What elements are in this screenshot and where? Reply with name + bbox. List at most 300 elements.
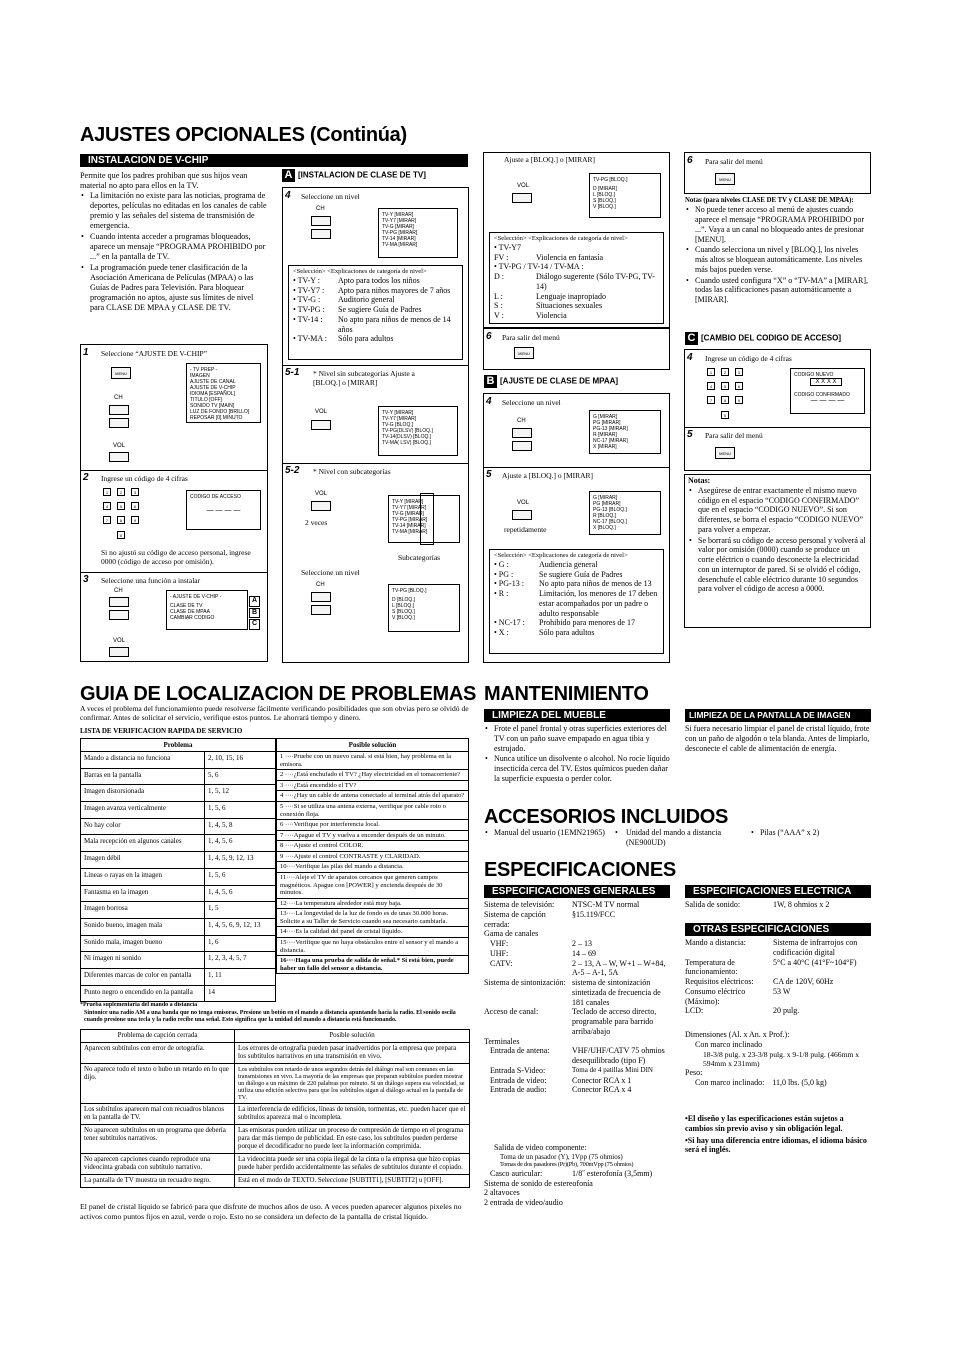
- ch-up-button[interactable]: [109, 597, 129, 607]
- problem-cell: Sonido mala, imagen bueno: [81, 935, 205, 952]
- spec-note1: •El diseño y las especificaciones están sujetos a cambios sin previo aviso y sin obligación legal.: [685, 1114, 844, 1133]
- screen-tv-pg-sub: [388, 584, 460, 632]
- screen-line: CODIGO NUEVO: [794, 372, 834, 378]
- key-1[interactable]: 1: [103, 488, 111, 496]
- table-row: [81, 902, 276, 919]
- footnote-text: Sintonice una radio AM a una banda que no tenga emisoras. Presione un botón en el mando a distancia apuntando hacia la radio. El sonido oscila cuando presione una tecla y la radio recibe una señal. Esto significa que la unidad del mando a distancia está funcionando.: [84, 1009, 456, 1023]
- col4-step6-box: [684, 152, 871, 194]
- mant-pantalla-text: Si fuera necesario limpiar el panel de cristal líquido, frote con un paño de algodón o tela blanda. Antes de limpiarlo, desconecte el cable de alimentación de energía.: [685, 724, 870, 753]
- spec-peso1: Con marco inclinado: 11,0 lbs. (5,0 kg): [695, 1077, 827, 1087]
- screen-line: AJUSTE DE V-CHIP: [190, 385, 236, 391]
- key-6[interactable]: 6: [131, 502, 139, 510]
- screen-line: V [BLOQ.]: [392, 615, 415, 621]
- key-7[interactable]: 7: [707, 396, 715, 404]
- screen-line: TV-14 [MIRAR]: [392, 523, 426, 529]
- screen-line: V [BLOQ.]: [593, 204, 616, 210]
- level-code: • TV-G :: [293, 295, 321, 305]
- ch-down-button[interactable]: [311, 229, 331, 239]
- spec-label: Casco auricular:: [484, 1168, 543, 1178]
- spec-value: Teclado de acceso directo, programable para barrido arriba/abajo: [572, 1007, 657, 1036]
- abc-markers: [249, 596, 260, 630]
- key-9[interactable]: 9: [131, 516, 139, 524]
- vol-button[interactable]: [512, 193, 532, 203]
- solution-cell: 11····Aleje el TV de aparatos cercanos que generen campos magnéticos. Apague con [POWER] y encienda después de 30 minutos.: [277, 872, 469, 898]
- screen-line: L [BLOQ.]: [392, 603, 415, 609]
- notas-list: [688, 486, 867, 594]
- marker-c: C: [249, 619, 260, 630]
- table-row: [81, 752, 276, 769]
- section-letter-c: C: [685, 332, 698, 345]
- vchip-bullets: [80, 191, 268, 313]
- solution-cell: 1 ····Pruebe con un nuevo canal. si está bien, hay problema en la emisora.: [277, 752, 469, 770]
- sel-head: <Selección> <Explicaciones de categoría de nivel>: [293, 268, 427, 275]
- key-8[interactable]: 8: [117, 516, 125, 524]
- cstep4-text: Ingrese un código de 4 cifras: [705, 354, 792, 363]
- screen-line: TV-G [MIRAR]: [392, 511, 424, 517]
- spec-label: Terminales: [484, 1036, 520, 1046]
- list-heading: LISTA DE VERIFICACION RAPIDA DE SERVICIO: [80, 727, 243, 735]
- spec-row: [484, 1066, 670, 1076]
- screen-line: TV-G [BLOQ.]: [382, 422, 414, 428]
- sub-desc: Violencia: [536, 311, 567, 321]
- spec-label: Sistema de sintonización:: [484, 978, 566, 987]
- ch-down-button[interactable]: [109, 418, 129, 428]
- sub-code: FV :: [494, 252, 509, 262]
- step-number: 4: [486, 396, 492, 407]
- vol-button[interactable]: [311, 420, 331, 430]
- solution-rows: [277, 752, 469, 974]
- level-code: • TV-Y :: [293, 275, 320, 285]
- table-row: [81, 1063, 470, 1104]
- list-item: • La limitación no existe para las noticias, programa de deportes, películas no editadas en los canales de cable premio y las señales del sistema de transmisión de emergencia.: [80, 191, 268, 231]
- sub-desc: Violencia en fantasía: [536, 252, 604, 262]
- spec-salida1: Toma de un pasador (Y), 1Vpp (75 ohmios): [500, 1152, 623, 1161]
- key-5[interactable]: 5: [721, 382, 729, 390]
- key-8[interactable]: 8: [721, 396, 729, 404]
- divider: [484, 467, 669, 468]
- ch-down-button[interactable]: [512, 441, 532, 451]
- vol-label: VOL: [315, 409, 328, 415]
- guia-intro: A veces el problema del funcionamiento puede resolverse fácilmente verificando posibilidades que son obvias pero se olvidó de confirmar. Antes de solicitar el servicio, verifique estos puntos. Le ahorrará tiempo y dinero.: [80, 704, 469, 723]
- table-row: [81, 1042, 470, 1063]
- notes-heading: Notas (para niveles CLASE DE TV y CLASE DE MPAA):: [685, 197, 854, 204]
- spec-notes: [685, 1114, 871, 1155]
- solution-cell: 5 ····Si se utiliza una antena externa, verifique por cable roto o conexión floja.: [277, 801, 469, 819]
- cap-solution-cell: Los subtítulos con retardo de unos segundos detrás del diálogo real son comunes en las transmisiones en vivo. La mayoría de las empresas que preparan subtítulos pueden mostrar un diálogo a un máximo de 220 palabras por minuto. Si un diálogo supera esa velocidad, se utiliza una edición selectiva para que los subtítulos sigan al diálogo actual en la pantalla de TV.: [235, 1063, 470, 1104]
- solution-ref-cell: 1, 4, 5, 6: [205, 835, 276, 852]
- screen-line: R [BLOQ.]: [593, 513, 617, 519]
- elec-specs: [685, 900, 871, 910]
- mpaa-desc: Sólo para adultos: [539, 628, 595, 638]
- screen-tv-pg-d: [589, 173, 661, 218]
- section-bar-otras: OTRAS ESPECIFICACIONES: [685, 923, 871, 936]
- solution-ref-cell: 1, 6: [205, 935, 276, 952]
- spec-value: Conector RCA x 4: [572, 1085, 632, 1095]
- screen-line: TV-MA [MIRAR]: [382, 242, 418, 248]
- subcategorias-label: Subcategorías: [398, 553, 441, 562]
- table-row: [81, 818, 276, 835]
- table-row: [81, 785, 276, 802]
- step-number: 3: [83, 574, 89, 585]
- divider: [283, 365, 468, 366]
- level-desc: Auditorio general: [338, 295, 395, 305]
- select-level-text: Seleccione un nivel: [301, 568, 360, 577]
- mpaa-rows: [494, 560, 659, 638]
- tv-level-explanations: [288, 265, 463, 360]
- col-header-problema: Problema: [81, 739, 276, 752]
- spec-value: sistema de sintonización sintetizada de frecuencia de 181 canales: [572, 978, 661, 1007]
- problem-cell: Punto negro o encendido en la pantalla: [81, 985, 205, 1002]
- table-row: [277, 927, 469, 938]
- list-item: • Nunca utilice un disolvente o alcohol. No rocíe líquido insecticida cerca del TV. Estos químicos pueden dañar la superficie expuesta o perder color.: [484, 754, 670, 783]
- screen-tv-nosub: [378, 406, 458, 456]
- step-number: 5: [687, 429, 693, 440]
- ch-label: CH: [114, 395, 123, 401]
- key-6[interactable]: 6: [735, 382, 743, 390]
- cap-problem-cell: Aparecen subtítulos con error de ortografía.: [81, 1042, 235, 1063]
- screen-mpaa-set: [589, 491, 661, 535]
- solution-cell: 15····Verifique que no haya obstáculos entre el sensor y el mando a distancia.: [277, 938, 469, 956]
- key-3[interactable]: 3: [735, 368, 743, 376]
- screen-line: TV-14(DLSV) [BLOQ.]: [382, 434, 432, 440]
- spec-value: CA de 120V, 60Hz: [773, 977, 834, 986]
- step-number: 6: [687, 155, 693, 166]
- divider: [81, 572, 267, 573]
- clase-tv-header: [282, 169, 426, 182]
- ch-up-button[interactable]: [512, 428, 532, 438]
- solution-ref-cell: 1, 2, 3, 4, 5, 7: [205, 952, 276, 969]
- key-3[interactable]: 3: [131, 488, 139, 496]
- screen-line: CAMBIAR CODIGO: [170, 615, 215, 621]
- sub-desc: Situaciones sexuales: [536, 301, 602, 311]
- table-row: [277, 841, 469, 852]
- ch-down-button[interactable]: [109, 610, 129, 620]
- vol-button[interactable]: [109, 452, 129, 462]
- ch-up-button[interactable]: [311, 592, 331, 602]
- mstep5-text: Ajuste a [BLOQ.] o [MIRAR]: [502, 471, 594, 480]
- table-row: [277, 752, 469, 770]
- spec-label: Acceso de canal:: [484, 1007, 539, 1017]
- problem-cell: Mando a distancia no funciona: [81, 752, 205, 769]
- step-number: 5: [486, 469, 492, 480]
- table-row: [81, 835, 276, 852]
- section-bar-vchip: INSTALACION DE V-CHIP: [80, 154, 468, 167]
- footnote: [80, 1002, 470, 1025]
- spec-value: Sistema de infrarrojos con codificación digital: [773, 938, 858, 957]
- page-title: AJUSTES OPCIONALES (Continúa): [80, 124, 407, 146]
- table-row: [81, 768, 276, 785]
- table-row: [81, 918, 276, 935]
- gen-specs: [484, 900, 670, 1095]
- solution-cell: 9 ····Ajuste el control CONTRASTE y CLARIDAD.: [277, 851, 469, 862]
- table-row: [277, 938, 469, 956]
- step6-text: Para salir del menú: [705, 157, 763, 166]
- spec-salida2: Tomas de dos pasadores (Pr)(Pb), 700mVpp (75 ohmios): [500, 1161, 634, 1169]
- cap-solution-cell: Está en el modo de TEXTO. Seleccione [SUBTIT1], [SUBTIT2] u [OFF].: [235, 1175, 470, 1188]
- step-number: 2: [83, 472, 89, 483]
- spec-value: Toma de 4 patillas Mini DIN: [572, 1065, 653, 1074]
- key-1[interactable]: 1: [707, 368, 715, 376]
- spec-dim: Dimensiones (Al. x An. x Prof.):: [685, 1030, 790, 1039]
- spec-row: [484, 1037, 670, 1047]
- screen-line: TV-Y [MIRAR]: [382, 410, 414, 416]
- spec-label: Salida de sonido:: [685, 900, 741, 909]
- screen-line: TV-PG(DLSV) [BLOQ.]: [382, 428, 433, 434]
- key-2[interactable]: 2: [117, 488, 125, 496]
- spec-label: Mando a distancia:: [685, 938, 746, 947]
- table-row: [277, 820, 469, 831]
- solution-cell: 12····La temperatura alrededor está muy baja.: [277, 898, 469, 909]
- screen-mpaa-levels: [589, 410, 661, 454]
- key-5[interactable]: 5: [117, 502, 125, 510]
- key-0[interactable]: 0: [117, 531, 125, 539]
- problem-cell: Imagen avanza verticalmente: [81, 802, 205, 819]
- key-4[interactable]: 4: [707, 382, 715, 390]
- spec-peso: Peso:: [685, 1068, 703, 1077]
- screen-line: PG [MIRAR]: [593, 501, 621, 507]
- screen-line: TV-G [MIRAR]: [382, 224, 414, 230]
- menu-button[interactable]: MENU: [514, 347, 534, 359]
- problem-cell: Barras en la pantalla: [81, 768, 205, 785]
- ch-label: CH: [316, 206, 325, 212]
- mpaa-code: • PG-13 :: [494, 579, 524, 589]
- screen-line: IMAGEN: [190, 373, 210, 379]
- spec-row: [484, 1085, 670, 1095]
- mpaa-desc: Se sugiere Guía de Padres: [539, 569, 623, 579]
- list-item: • Cuando usted configura “X” o “TV-MA” a [MIRAR], todas las calificaciones pasan automáticamente a [MIRAR].: [685, 276, 871, 305]
- spec-value: Conector RCA x 1: [572, 1075, 632, 1085]
- col3-step6-box: [483, 328, 670, 370]
- screen-line: R [MIRAR]: [593, 432, 617, 438]
- ch-label: CH: [114, 588, 123, 594]
- cambio-title: [CAMBIO DEL CODIGO DE ACCESO]: [701, 333, 842, 343]
- key-2[interactable]: 2: [721, 368, 729, 376]
- spec-label: UHF:: [484, 948, 509, 958]
- screen-line: LUZ DE FONDO [BRILLO]: [190, 409, 250, 415]
- screen-line: TV-PG [BLOQ.]: [593, 177, 628, 183]
- screen-line: TV-MA( LSV) [BLOQ.]: [382, 440, 431, 446]
- list-item: • Cuando selecciona un nivel y [BLOQ.], los niveles más altos se bloquean automáticamente. Los niveles más bajos pueden verse.: [685, 245, 871, 274]
- menu-button[interactable]: MENU: [715, 173, 735, 185]
- dim-specs: [685, 1030, 871, 1088]
- list-item: • Se borrará su código de acceso personal y volverá al valor por omisión (0000) cuando se produce un corte eléctrico o cuando desconecte la electricidad con un interruptor de pared. Si se olvidó el código, desenchufe el cable eléctrico durante 10 segundos para volver el código de acceso a 0000.: [688, 536, 867, 595]
- spec-label: Entrada S-Video:: [484, 1065, 546, 1075]
- screen-line: CODIGO DE ACCESO: [190, 494, 241, 500]
- mant-list: [484, 724, 670, 785]
- table-row: [277, 956, 469, 974]
- screen-access-code: [186, 490, 261, 530]
- screen-line: TV-14 [MIRAR]: [382, 236, 416, 242]
- ch-label: CH: [517, 418, 526, 424]
- caption-rows: [81, 1042, 470, 1187]
- table-row: [81, 968, 276, 985]
- vol-button[interactable]: [311, 501, 331, 511]
- screen-line: AJUSTE DE CANAL: [190, 379, 236, 385]
- acc-title: ACCESORIOS INCLUIDOS: [484, 806, 729, 828]
- cstep5-text: Para salir del menú: [705, 431, 763, 440]
- table-row: [277, 770, 469, 781]
- spec-label: VHF:: [484, 939, 509, 948]
- table-row: [277, 862, 469, 873]
- ch-up-button[interactable]: [109, 405, 129, 415]
- table-row: [277, 801, 469, 819]
- spec-row: [484, 900, 670, 910]
- spec-value: 2 – 13: [572, 939, 592, 948]
- acc-item-pilas: • Pilas (“AAA” x 2): [751, 828, 820, 837]
- list-item: • No puede tener acceso al menú de ajustes cuando aparece el mensaje “PROGRAMA PROHIBIDO por ...”. Vaya a un canal no bloqueado antes de presionar [MENU].: [685, 205, 871, 244]
- solution-ref-cell: 1, 5, 6: [205, 802, 276, 819]
- vol-button[interactable]: [512, 510, 532, 520]
- problem-cell: Mala recepción en algunos canales: [81, 835, 205, 852]
- vol-button[interactable]: [109, 647, 129, 657]
- table-row: [277, 898, 469, 909]
- sub-code: S :: [494, 301, 503, 311]
- acc-item-remote: • Unidad del mando a distancia (NE900UD): [615, 828, 722, 847]
- step-number: 5-2: [285, 465, 300, 476]
- sub-explanations: [489, 232, 664, 324]
- menu-button[interactable]: MENU: [715, 447, 735, 459]
- solution-ref-cell: 1, 5: [205, 902, 276, 919]
- spec-row: [484, 939, 670, 949]
- mpaa-code: • X :: [494, 628, 509, 638]
- screen-line: NC-17 [MIRAR]: [593, 438, 628, 444]
- key-7[interactable]: 7: [103, 516, 111, 524]
- step51-text: * Nivel sin subcategorías Ajuste a [BLOQ.] o [MIRAR]: [313, 369, 415, 387]
- spec-altavoces: 2 altavoces: [484, 1188, 520, 1198]
- section-bar-mueble: LIMPIEZA DEL MUEBLE: [484, 709, 670, 722]
- problem-cell: Ni imagen ni sonido: [81, 952, 205, 969]
- screen-line: IDIOMA [ESPAÑOL]: [190, 391, 235, 397]
- screen-line: - AJUSTE DE V-CHIP -: [170, 594, 222, 600]
- list-item: • Asegúrese de entrar exactamente el mismo nuevo código en el espacio “CODIGO CONFIRMADO” que en el espacio “CODIGO NUEVO”. Si son diferentes, se borra el espacio “CODIGO NUEVO” para volver a empezar.: [688, 486, 867, 535]
- ch-up-button[interactable]: [311, 216, 331, 226]
- notas-box: [684, 474, 871, 628]
- sub-code: V :: [494, 311, 504, 321]
- table-row: [81, 952, 276, 969]
- screen-line: TV-Y [MIRAR]: [382, 212, 414, 218]
- spec-label: Gama de canales: [484, 929, 539, 939]
- sub-desc: Lenguaje inapropiado: [536, 291, 606, 301]
- spec-label: Temperatura de funcionamiento:: [685, 957, 738, 977]
- screen-line: TV-Y [MIRAR]: [392, 499, 424, 505]
- solution-cell: 13····La longevidad de la luz de fondo es de unas 30.000 horas. Solicite a su Taller de Servicio cuando sea necesario cambiarla.: [277, 909, 469, 927]
- solution-cell: 6 ····Verifique por interferencia local.: [277, 820, 469, 831]
- step-number: 5-1: [285, 367, 300, 378]
- spec-row: [484, 1046, 670, 1066]
- screen-line: REPOSAR [0] MINUTO: [190, 415, 243, 421]
- table-row: [81, 852, 276, 869]
- spec-dim1: Con marco inclinado: [695, 1039, 763, 1049]
- spec-value: 5°C a 40°C (41°F~104°F): [773, 957, 857, 967]
- screen-line: TV-Y7 [MIRAR]: [382, 416, 417, 422]
- mpaa-code: • PG :: [494, 569, 514, 579]
- problem-cell: Sonido bueno, imagen mala: [81, 918, 205, 935]
- ch-down-button[interactable]: [311, 605, 331, 615]
- lcd-note: El panel de cristal líquido se fabricó para que disfrute de muchos años de uso. A veces pueden aparecer algunos pixeles no activos como puntos fijos en azul, verde o rojo. Esto no se considera un defecto de la pantalla de cristal líquido.: [80, 1202, 462, 1221]
- cap-problem-cell: La pantalla de TV muestra un recuadro negro.: [81, 1175, 235, 1188]
- table-row: [81, 1175, 470, 1188]
- solution-ref-cell: 1, 4, 5, 6, 9, 12, 13: [205, 918, 276, 935]
- cap-header-problem: Problema de capción cerrada: [81, 1030, 235, 1043]
- level-desc: Sólo para adultos: [338, 334, 394, 344]
- level-code: • TV-14 :: [293, 314, 323, 324]
- solution-ref-cell: 1, 5, 6: [205, 868, 276, 885]
- key-0[interactable]: 0: [721, 411, 729, 419]
- mpaa-desc: No apto para niños de menos de 13: [539, 579, 652, 589]
- step4-text: Seleccione un nivel: [301, 192, 360, 201]
- caption-table: [80, 1029, 470, 1188]
- solution-ref-cell: 1, 5, 12: [205, 785, 276, 802]
- screen-line: D [BLOQ.]: [392, 597, 416, 603]
- spec-value: 53 W: [773, 986, 791, 996]
- screen-line: SONIDO TV [MAIN]: [190, 403, 235, 409]
- screen-line: X [MIRAR]: [593, 444, 617, 450]
- step-number: 4: [687, 352, 693, 363]
- spec-label: Entrada de antena:: [484, 1046, 550, 1056]
- screen-line: TV-PG [MIRAR]: [382, 230, 418, 236]
- vol-label: VOL: [113, 443, 126, 449]
- key-4[interactable]: 4: [103, 502, 111, 510]
- step3-text: Seleccione una función a instalar: [101, 576, 201, 585]
- table-row: [81, 1125, 470, 1154]
- spec-row: [685, 977, 871, 987]
- divider: [283, 463, 468, 464]
- solution-ref-cell: 14: [205, 985, 276, 1002]
- solution-cell: 16····Haga una prueba de salida de señal.* Si está bien, puede haber un fallo del sensor a distancia.: [277, 956, 469, 974]
- problem-cell: Imagen distorsionada: [81, 785, 205, 802]
- step52-text: * Nivel con subcategorías: [313, 467, 391, 476]
- solution-cell: 4 ····¿Hay un cable de antena conectado al terminal atrás del aparato?: [277, 791, 469, 802]
- code-field: X X X X: [810, 378, 842, 386]
- sub-code: D :: [494, 272, 504, 282]
- vchip-intro-text: Permite que los padres prohiban que sus hijos vean material no apto para ellos en la TV.: [80, 171, 248, 190]
- step2-text: Ingrese un código de 4 cifras: [101, 474, 188, 483]
- spec-row: [484, 1076, 670, 1086]
- problem-rows: [81, 752, 276, 1002]
- sub-rows: [494, 243, 659, 321]
- screen-line: NC-17 [BLOQ.]: [593, 519, 627, 525]
- screen-line: CODIGO CONFIRMADO: [794, 392, 850, 398]
- screen-line: CLASE DE MPAA: [170, 609, 210, 615]
- spec-value: 20 pulg.: [773, 1006, 800, 1016]
- sub-code: • TV-Y7: [494, 242, 522, 252]
- spec-row: [484, 959, 670, 979]
- screen-line: PG-13 [BLOQ.]: [593, 507, 627, 513]
- mpaa-header: [484, 375, 618, 388]
- spec-row: [685, 987, 871, 1007]
- vchip-intro: [80, 171, 268, 314]
- key-9[interactable]: 9: [735, 396, 743, 404]
- section-bar-pantalla: LIMPIEZA DE LA PANTALLA DE IMAGEN: [685, 709, 871, 722]
- confirm-dashes: — — — —: [810, 397, 845, 404]
- section-letter-b: B: [484, 375, 497, 388]
- spec-row: [685, 938, 871, 958]
- cap-problem-cell: No aparecen capciones cuando reproduce una videocinta grabada con subtítulo narrativo.: [81, 1154, 235, 1175]
- mpaa-box: [483, 393, 670, 663]
- spec-row: [484, 929, 670, 939]
- mstep4-text: Seleccione un nivel: [502, 398, 561, 407]
- problem-cell: No hay color: [81, 818, 205, 835]
- table-row: [81, 868, 276, 885]
- problem-cell: Imagen borrosa: [81, 902, 205, 919]
- cap-solution-cell: Los errores de ortografía pueden pasar inadvertidos por la empresa que prepara los subtítulos narrativos en una transmisión en vivo.: [235, 1042, 470, 1063]
- screen-line: S [BLOQ.]: [593, 198, 616, 204]
- list-item: • Cuando intenta acceder a programas bloqueados, aparece un mensaje “PROGRAMA PROHIBIDO por ...” en la pantalla de TV.: [80, 232, 268, 262]
- menu-button[interactable]: MENU: [111, 367, 131, 379]
- screen-line: TV-MA [MIRAR]: [392, 529, 428, 535]
- solution-cell: 14····Es la calidad del panel de cristal líquido.: [277, 927, 469, 938]
- sub-code: L :: [494, 291, 503, 301]
